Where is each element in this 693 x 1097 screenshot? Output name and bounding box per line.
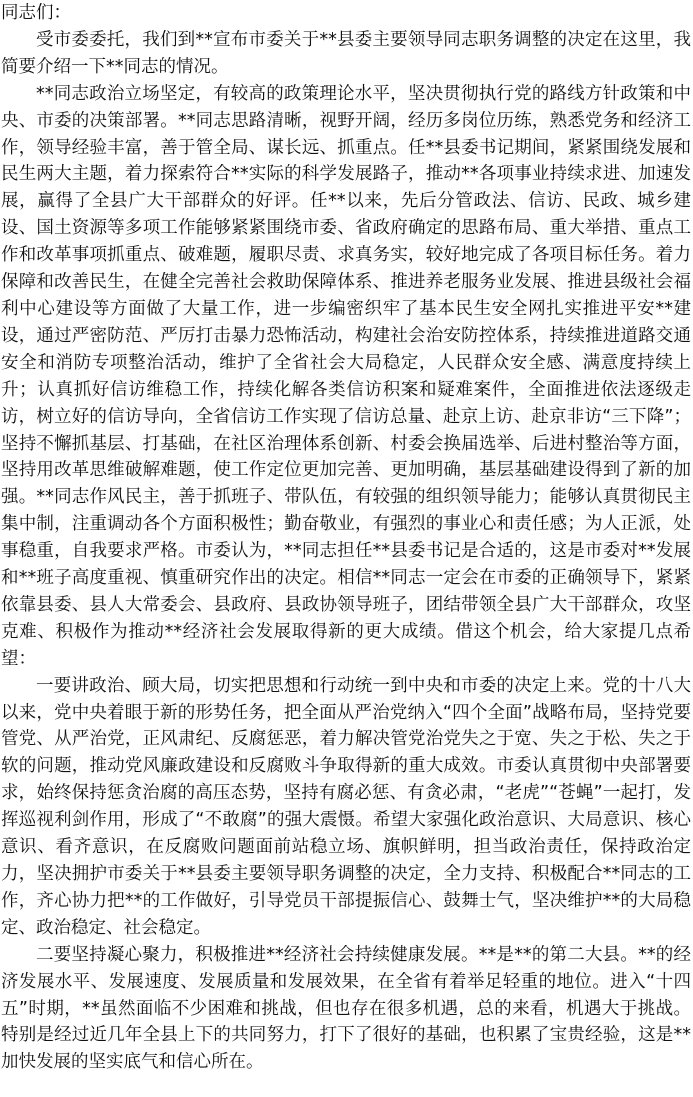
salutation: 同志们： <box>1 3 71 23</box>
paragraph-hope-one: 一要讲政治、顾大局，切实把思想和行动统一到中央和市委的决定上来。党的十八大以来，党中央着眼于新的形势任务，把全面从严治党纳入“四个全面”战略布局，坚持党要管党、从严治党，正风肃纪、反腐惩恶，着力解决管党治党失之于宽、失之于松、失之于软的问题，推动党风廉政建设和反腐败斗争取得新的重大成效。市委认真贯彻中央部署要求，始终保持惩贪治腐的高压态势，坚持有腐必惩、有贪必肃，“老虎”“苍蝇”一起打，发挥巡视利剑作用，形成了“不敢腐”的强大震慑。希望大家强化政治意识、大局意识、核心意识、看齐意识，在反腐败问题面前站稳立场、旗帜鲜明，担当政治责任，保持政治定力，坚决拥护市委关于**县委主要领导职务调整的决定，全力支持、积极配合**同志的工作，齐心协力把**的工作做好，引导党员干部提振信心、鼓舞士气，坚决维护**的大局稳定、政治稳定、社会稳定。 <box>1 675 691 938</box>
paragraph-hope-two: 二要坚持凝心聚力，积极推进**经济社会持续健康发展。**是**的第二大县。**的经济发展水平、发展速度、发展质量和发展效果，在全省有着举足轻重的地位。进入“十四五”时期，**虽然面临不少困难和挑战，但也存在很多机遇，总的来看，机遇大于挑战。特别是经过近几年全县上下的共同努力，打下了很好的基础，也积累了宝贵经验，这是**加快发展的坚实底气和信心所在。 <box>1 944 691 1073</box>
paragraph-intro: 受市委委托，我们到**宣布市委关于**县委主要领导同志职务调整的决定在这里，我简要介绍一下**同志的情况。 <box>1 29 691 77</box>
paragraph-profile: **同志政治立场坚定，有较高的政策理论水平，坚决贯彻执行党的路线方针政策和中央、市委的决策部署。**同志思路清晰，视野开阔，经历多岗位历练，熟悉党务和经济工作，领导经验丰富，善于管全局、谋长远、抓重点。任**县委书记期间，紧紧围绕发展和民生两大主题，着力探索符合**实际的科学发展路子，推动**各项事业持续求进、加速发展，赢得了全县广大干部群众的好评。任**以来，先后分管政法、信访、民政、城乡建设、国土资源等多项工作能够紧紧围绕市委、省政府确定的思路布局、重大举措、重点工作和改革事项抓重点、破难题，履职尽责、求真务实，较好地完成了各项目标任务。着力保障和改善民生，在健全完善社会救助保障体系、推进养老服务业发展、推进县级社会福利中心建设等方面做了大量工作，进一步编密织牢了基本民生安全网扎实推进平安**建设，通过严密防范、严厉打击暴力恐怖活动，构建社会治安防控体系，持续推进道路交通安全和消防专项整治活动，维护了全省社会大局稳定，人民群众安全感、满意度持续上升；认真抓好信访维稳工作，持续化解各类信访积案和疑难案件，全面推进依法逐级走访，树立好的信访导向，全省信访工作实现了信访总量、赴京上访、赴京非访“三下降”；坚持不懈抓基层、打基础，在社区治理体系创新、村委会换届选举、后进村整治等方面，坚持用改革思维破解难题，使工作定位更加完善、更加明确，基层基础建设得到了新的加强。**同志作风民主，善于抓班子、带队伍，有较强的组织领导能力；能够认真贯彻民主集中制，注重调动各个方面积极性；勤奋敬业，有强烈的事业心和责任感；为人正派，处事稳重，自我要求严格。市委认为，**同志担任**县委书记是合适的，这是市委对**发展和**班子高度重视、慎重研究作出的决定。相信**同志一定会在市委的正确领导下，紧紧依靠县委、县人大常委会、县政府、县政协领导班子，团结带领全县广大干部群众，攻坚克难、积极作为推动**经济社会发展取得新的更大成绩。借这个机会，给大家提几点希望： <box>1 83 691 669</box>
